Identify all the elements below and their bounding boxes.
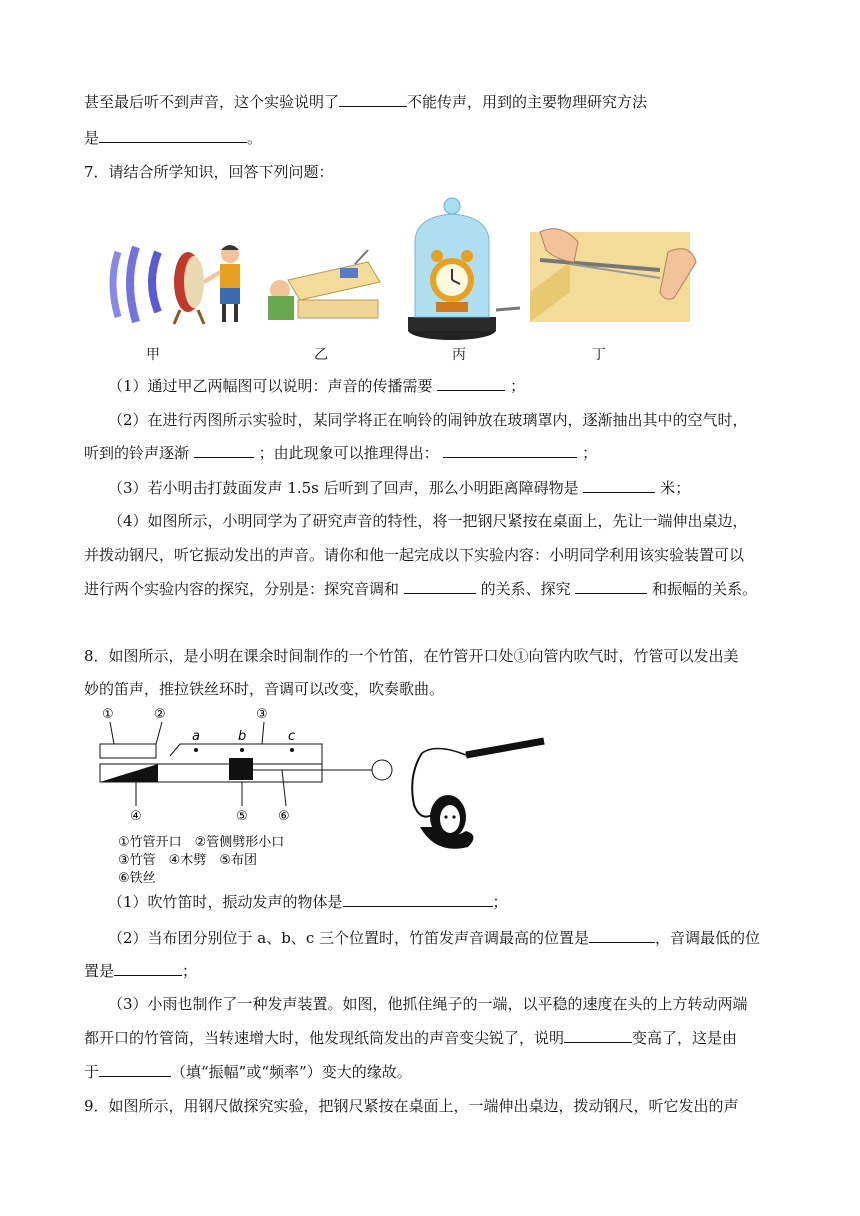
answer-blank[interactable] [437, 376, 505, 391]
spinning-tube-figure [396, 735, 556, 855]
ruler-figure [530, 229, 696, 322]
figure-label-bing: 丙 [452, 347, 466, 363]
diagram-num-4: ④ [130, 809, 142, 824]
figure-label-jia: 甲 [146, 347, 160, 363]
diagram-num-1: ① [102, 707, 114, 722]
answer-blank[interactable] [404, 579, 476, 594]
answer-blank[interactable] [575, 579, 647, 594]
answer-blank[interactable] [339, 92, 407, 107]
legend-line-1: ①竹管开口 ②管侧劈形小口 [118, 835, 285, 850]
table-figure [268, 250, 380, 320]
q8-part-2-line-2: 置是 ； [84, 962, 198, 980]
answer-blank[interactable] [343, 892, 493, 907]
answer-blank[interactable] [194, 443, 254, 458]
legend-line-3: ⑥铁丝 [118, 871, 156, 886]
q8-part-3-line-3: 于 （填“振幅”或“频率”）变大的缘故。 [84, 1063, 412, 1081]
q7-figure [100, 192, 710, 367]
drum-figure [113, 245, 240, 324]
q8-part-3-line-2: 都开口的竹管筒，当转速增大时，他发现纸筒发出的声音变尖锐了，说明 变高了，这是由 [84, 1029, 738, 1047]
answer-blank[interactable] [99, 128, 247, 143]
answer-blank[interactable] [583, 478, 655, 493]
answer-blank[interactable] [114, 961, 182, 976]
answer-blank[interactable] [589, 928, 655, 943]
q7-part-1: （1）通过甲乙两幅图可以说明：声音的传播需要 ； [108, 377, 526, 395]
q7-part-2-line-2: 听到的铃声逐渐 ；由此现象可以推理得出： ； [84, 444, 598, 462]
q8-stem-line-2: 妙的笛声，推拉铁丝环时，音调可以改变，吹奏歌曲。 [84, 680, 445, 698]
answer-blank[interactable] [443, 443, 577, 458]
answer-blank[interactable] [564, 1028, 632, 1043]
q6-line-1: 甚至最后听不到声音，这个实验说明了 不能传声，用到的主要物理研究方法 [84, 93, 648, 111]
q6-line-2: 是 。 [84, 129, 263, 147]
q7-part-4-line-1: （4）如图所示，小明同学为了研究声音的特性，将一把钢尺紧按在桌面上，先让一端伸出桌边， [108, 512, 748, 530]
q7-part-4-line-2: 并拨动钢尺，听它振动发出的声音。请你和他一起完成以下实验内容：小明同学利用该实验装置可以 [84, 546, 745, 564]
diagram-num-3: ③ [256, 707, 268, 722]
point-b: b [238, 729, 247, 744]
q8-part-2-line-1: （2）当布团分别位于 a、b、c 三个位置时，竹笛发声音调最高的位置是 ，音调最低的位 [108, 929, 761, 947]
point-c: c [288, 729, 296, 744]
q7-part-3: （3）若小明击打鼓面发声 1.5s 后听到了回声，那么小明距离障碍物是 米； [108, 479, 691, 497]
diagram-num-2: ② [154, 707, 166, 722]
q8-part-3-line-1: （3）小雨也制作了一种发声装置。如图，他抓住绳子的一端，以平稳的速度在头的上方转动两端 [108, 995, 748, 1013]
q7-stem: 7．请结合所学知识，回答下列问题： [84, 163, 334, 181]
answer-blank[interactable] [99, 1062, 171, 1077]
figure-label-ding: 丁 [592, 347, 606, 363]
point-a: a [192, 729, 200, 744]
q7-part-2-line-1: （2）在进行丙图所示实验时，某同学将正在响铃的闹钟放在玻璃罩内，逐渐抽出其中的空气时， [108, 411, 748, 429]
legend-line-2: ③竹管 ④木劈 ⑤布团 [118, 853, 257, 868]
diagram-num-6: ⑥ [278, 809, 290, 824]
diagram-num-5: ⑤ [236, 809, 248, 824]
q7-part-4-line-3: 进行两个实验内容的探究，分别是：探究音调和 的关系、探究 和振幅的关系。 [84, 580, 758, 598]
q8-stem-line-1: 8．如图所示，是小明在课余时间制作的一个竹笛，在竹管开口处①向管内吹气时，竹管可以发出美 [84, 647, 739, 665]
q8-part-1: （1）吹竹笛时，振动发声的物体是 ； [108, 893, 508, 911]
figure-label-yi: 乙 [314, 347, 328, 363]
bell-jar-figure [408, 198, 520, 340]
q9-stem: 9．如图所示，用钢尺做探究实验，把钢尺紧按在桌面上，一端伸出桌边，拨动钢尺，听它发出的声 [84, 1097, 739, 1115]
